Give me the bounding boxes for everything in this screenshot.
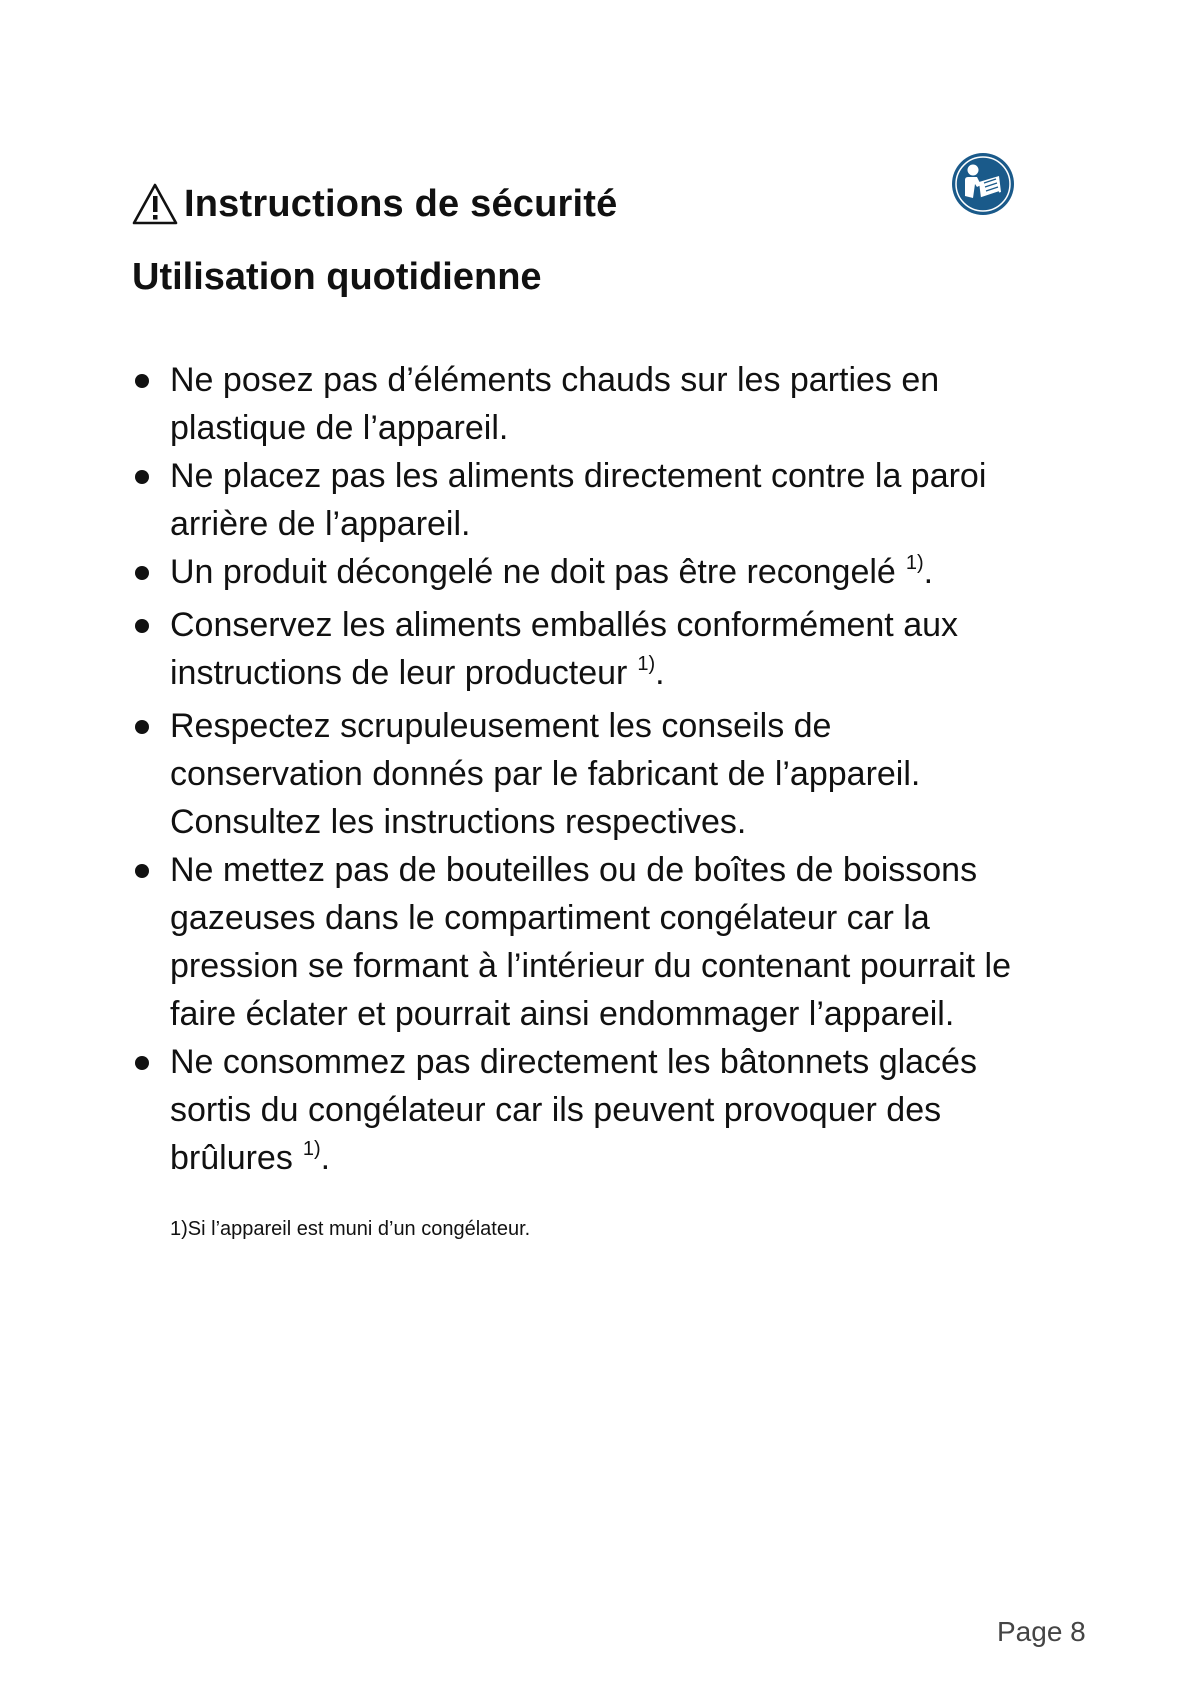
footnote-reference: 1)	[302, 1138, 321, 1160]
page-title: Instructions de sécurité	[184, 183, 618, 225]
warning-triangle-icon	[132, 182, 178, 226]
list-item	[132, 452, 1012, 548]
bullet-icon	[135, 1056, 149, 1070]
footnote-reference: 1)	[905, 552, 924, 574]
section-title: Utilisation quotidienne	[132, 256, 542, 298]
bullet-icon	[135, 566, 149, 580]
list-item-text: Respectez scrupuleusement les conseils de conservation donnés par le fabricant de l’appareil. Consultez les instructions respectives.	[170, 707, 921, 841]
list-item-text: Ne consommez pas directement les bâtonnets glacés sortis du congélateur car ils peuvent provoquer des brûlures	[170, 1043, 977, 1177]
safety-instructions-list	[132, 356, 1012, 1187]
page-number: Page 8	[997, 1616, 1086, 1647]
list-item-text: Ne placez pas les aliments directement contre la paroi arrière de l’appareil.	[170, 457, 987, 543]
list-item	[132, 548, 1012, 601]
bullet-icon	[135, 720, 149, 734]
bullet-icon	[135, 864, 149, 878]
list-item-end: .	[655, 654, 665, 692]
footnote: 1)Si l’appareil est muni d’un congélateur.	[170, 1218, 531, 1240]
list-item-text: Ne mettez pas de bouteilles ou de boîtes de boissons gazeuses dans le compartiment congélateur car la pression se formant à l’intérieur du contenant pourrait le faire éclater et pourrait ainsi endommager l’appareil.	[170, 851, 1012, 1033]
list-item-text: Ne posez pas d’éléments chauds sur les parties en plastique de l’appareil.	[170, 361, 940, 447]
list-item	[132, 1038, 1012, 1187]
bullet-icon	[135, 470, 149, 484]
list-item-text: Un produit décongelé ne doit pas être recongelé	[170, 553, 896, 591]
list-item-end: .	[320, 1139, 331, 1177]
bullet-icon	[135, 374, 149, 388]
list-item	[132, 702, 1012, 846]
read-manual-icon	[951, 152, 1015, 216]
list-item-end: .	[923, 553, 934, 591]
list-item	[132, 846, 1012, 1038]
list-item-text: Conservez les aliments emballés conformément aux instructions de leur producteur	[170, 606, 959, 692]
footnote-reference: 1)	[637, 653, 656, 675]
bullet-icon	[135, 619, 149, 633]
list-item	[132, 356, 1012, 452]
page-title-row	[132, 176, 617, 232]
list-item	[132, 601, 1012, 702]
